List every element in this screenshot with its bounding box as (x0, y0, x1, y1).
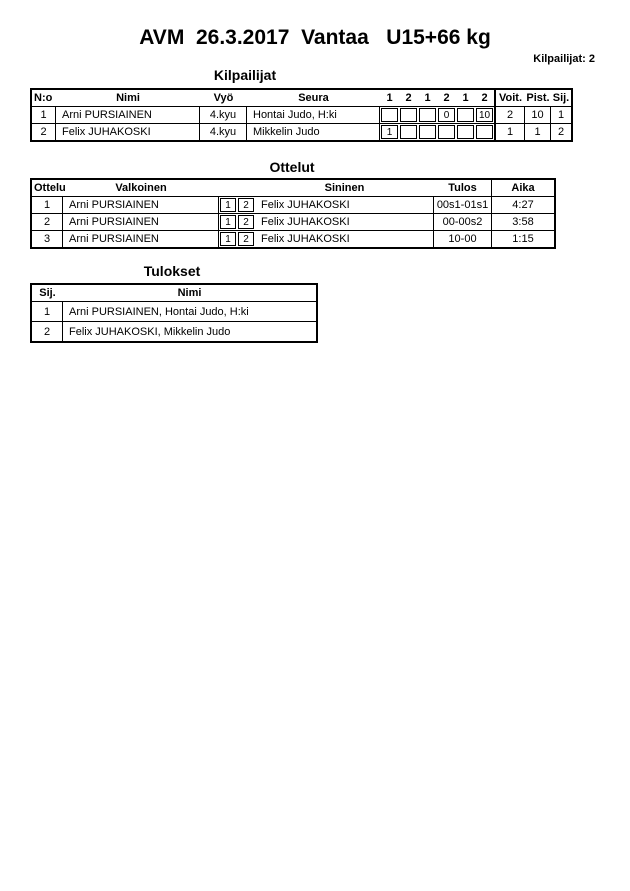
score-box (381, 108, 398, 122)
white-player-name: Arni PURSIAINEN (63, 214, 219, 230)
col-header-blue-spacer (237, 180, 255, 196)
blue-player-name: Felix JUHAKOSKI (255, 214, 434, 230)
competitor-name: Felix JUHAKOSKI (56, 124, 200, 140)
white-number-cell (219, 197, 237, 213)
score-box (438, 125, 455, 139)
table-row (32, 322, 316, 341)
col-header-score-3: 1 (424, 92, 431, 104)
match-result: 00-00s2 (434, 214, 492, 230)
score-cell (399, 124, 418, 140)
wins-value: 1 (494, 124, 525, 140)
match-number: 3 (32, 231, 63, 247)
col-header-score-5: 1 (462, 92, 469, 104)
kilpailijat-header-row (32, 90, 571, 107)
match-time: 1:15 (512, 233, 534, 245)
blue-player-name: Felix JUHAKOSKI (255, 197, 434, 213)
competitors-count: Kilpailijat: 2 (533, 53, 595, 65)
white-number-cell (219, 214, 237, 230)
ottelut-table (30, 178, 556, 249)
match-time: 4:27 (512, 199, 534, 211)
col-header-score-2: 2 (405, 92, 412, 104)
col-header-tulos: Tulos (434, 180, 492, 196)
table-row (32, 214, 554, 231)
tulokset-heading: Tulokset (143, 263, 201, 279)
competitor-club: Mikkelin Judo (247, 124, 380, 140)
score-box (419, 125, 436, 139)
table-row (32, 197, 554, 214)
score-cell (437, 107, 456, 123)
score-box (457, 108, 474, 122)
table-row (32, 231, 554, 247)
competitor-club: Hontai Judo, H:ki (247, 107, 380, 123)
score-cell (380, 124, 399, 140)
score-box (400, 108, 417, 122)
result-place: 1 (32, 302, 63, 321)
score-cell (456, 124, 475, 140)
score-box: 0 (438, 108, 455, 122)
col-header-sij: Sij. (552, 92, 570, 104)
competitor-name: Arni PURSIAINEN (56, 107, 200, 123)
tulokset-header-row (32, 285, 316, 302)
white-player-name: Arni PURSIAINEN (63, 197, 219, 213)
blue-number-cell (237, 197, 255, 213)
blue-number-box: 2 (238, 198, 254, 212)
col-header-pist: Pist. (526, 92, 550, 104)
table-row (32, 107, 571, 124)
result-name: Felix JUHAKOSKI, Mikkelin Judo (69, 325, 231, 338)
score-box (457, 125, 474, 139)
col-header-nimi: Nimi (177, 287, 202, 299)
score-box (476, 125, 493, 139)
white-number-box: 1 (220, 198, 236, 212)
score-cell (437, 124, 456, 140)
score-box: 10 (476, 108, 493, 122)
blue-number-cell (237, 231, 255, 247)
table-row (32, 124, 571, 140)
col-header-score-4: 2 (443, 92, 450, 104)
page-title: AVM 26.3.2017 Vantaa U15+66 kg (139, 26, 491, 49)
table-row (32, 302, 316, 322)
score-cell (456, 107, 475, 123)
points-value: 10 (525, 107, 551, 123)
match-result: 00s1-01s1 (434, 197, 492, 213)
col-header-valkoinen: Valkoinen (115, 182, 167, 194)
kilpailijat-heading: Kilpailijat (213, 67, 277, 83)
result-name: Arni PURSIAINEN, Hontai Judo, H:ki (69, 305, 249, 318)
score-box: 1 (381, 125, 398, 139)
col-header-vyo: Vyö (213, 92, 234, 104)
place-value: 2 (557, 126, 565, 138)
match-result: 10-00 (434, 231, 492, 247)
competitor-number: 2 (32, 124, 56, 140)
match-time: 3:58 (512, 216, 534, 228)
white-number-box: 1 (220, 232, 236, 246)
tulokset-table (30, 283, 318, 343)
blue-number-cell (237, 214, 255, 230)
col-header-sij: Sij. (39, 287, 56, 299)
col-header-no: N:o (34, 92, 53, 104)
score-cell (475, 124, 494, 140)
score-cell (418, 124, 437, 140)
col-header-white-spacer (219, 180, 237, 196)
points-value: 1 (525, 124, 551, 140)
ottelut-heading: Ottelut (269, 159, 315, 175)
blue-number-box: 2 (238, 215, 254, 229)
score-cell (399, 107, 418, 123)
col-header-aika: Aika (511, 182, 535, 194)
col-header-score-6: 2 (481, 92, 488, 104)
white-number-cell (219, 231, 237, 247)
col-header-score-1: 1 (386, 92, 393, 104)
score-cell (380, 107, 399, 123)
wins-value: 2 (494, 107, 525, 123)
kilpailijat-table (30, 88, 573, 142)
score-cell (475, 107, 494, 123)
ottelut-header-row (32, 180, 554, 197)
competitor-belt: 4.kyu (200, 124, 247, 140)
col-header-voit: Voit. (494, 90, 525, 106)
score-cell (418, 107, 437, 123)
blue-number-box: 2 (238, 232, 254, 246)
score-box (419, 108, 436, 122)
match-number: 2 (32, 214, 63, 230)
competitor-belt: 4.kyu (200, 107, 247, 123)
competitor-number: 1 (32, 107, 56, 123)
blue-player-name: Felix JUHAKOSKI (255, 231, 434, 247)
white-player-name: Arni PURSIAINEN (63, 231, 219, 247)
place-value: 1 (557, 109, 565, 121)
col-header-sininen: Sininen (324, 182, 365, 194)
result-place: 2 (32, 322, 63, 341)
match-number: 1 (32, 197, 63, 213)
white-number-box: 1 (220, 215, 236, 229)
score-box (400, 125, 417, 139)
col-header-nimi: Nimi (116, 92, 140, 104)
col-header-ottelu: Ottelu (34, 182, 66, 194)
col-header-seura: Seura (298, 92, 329, 104)
